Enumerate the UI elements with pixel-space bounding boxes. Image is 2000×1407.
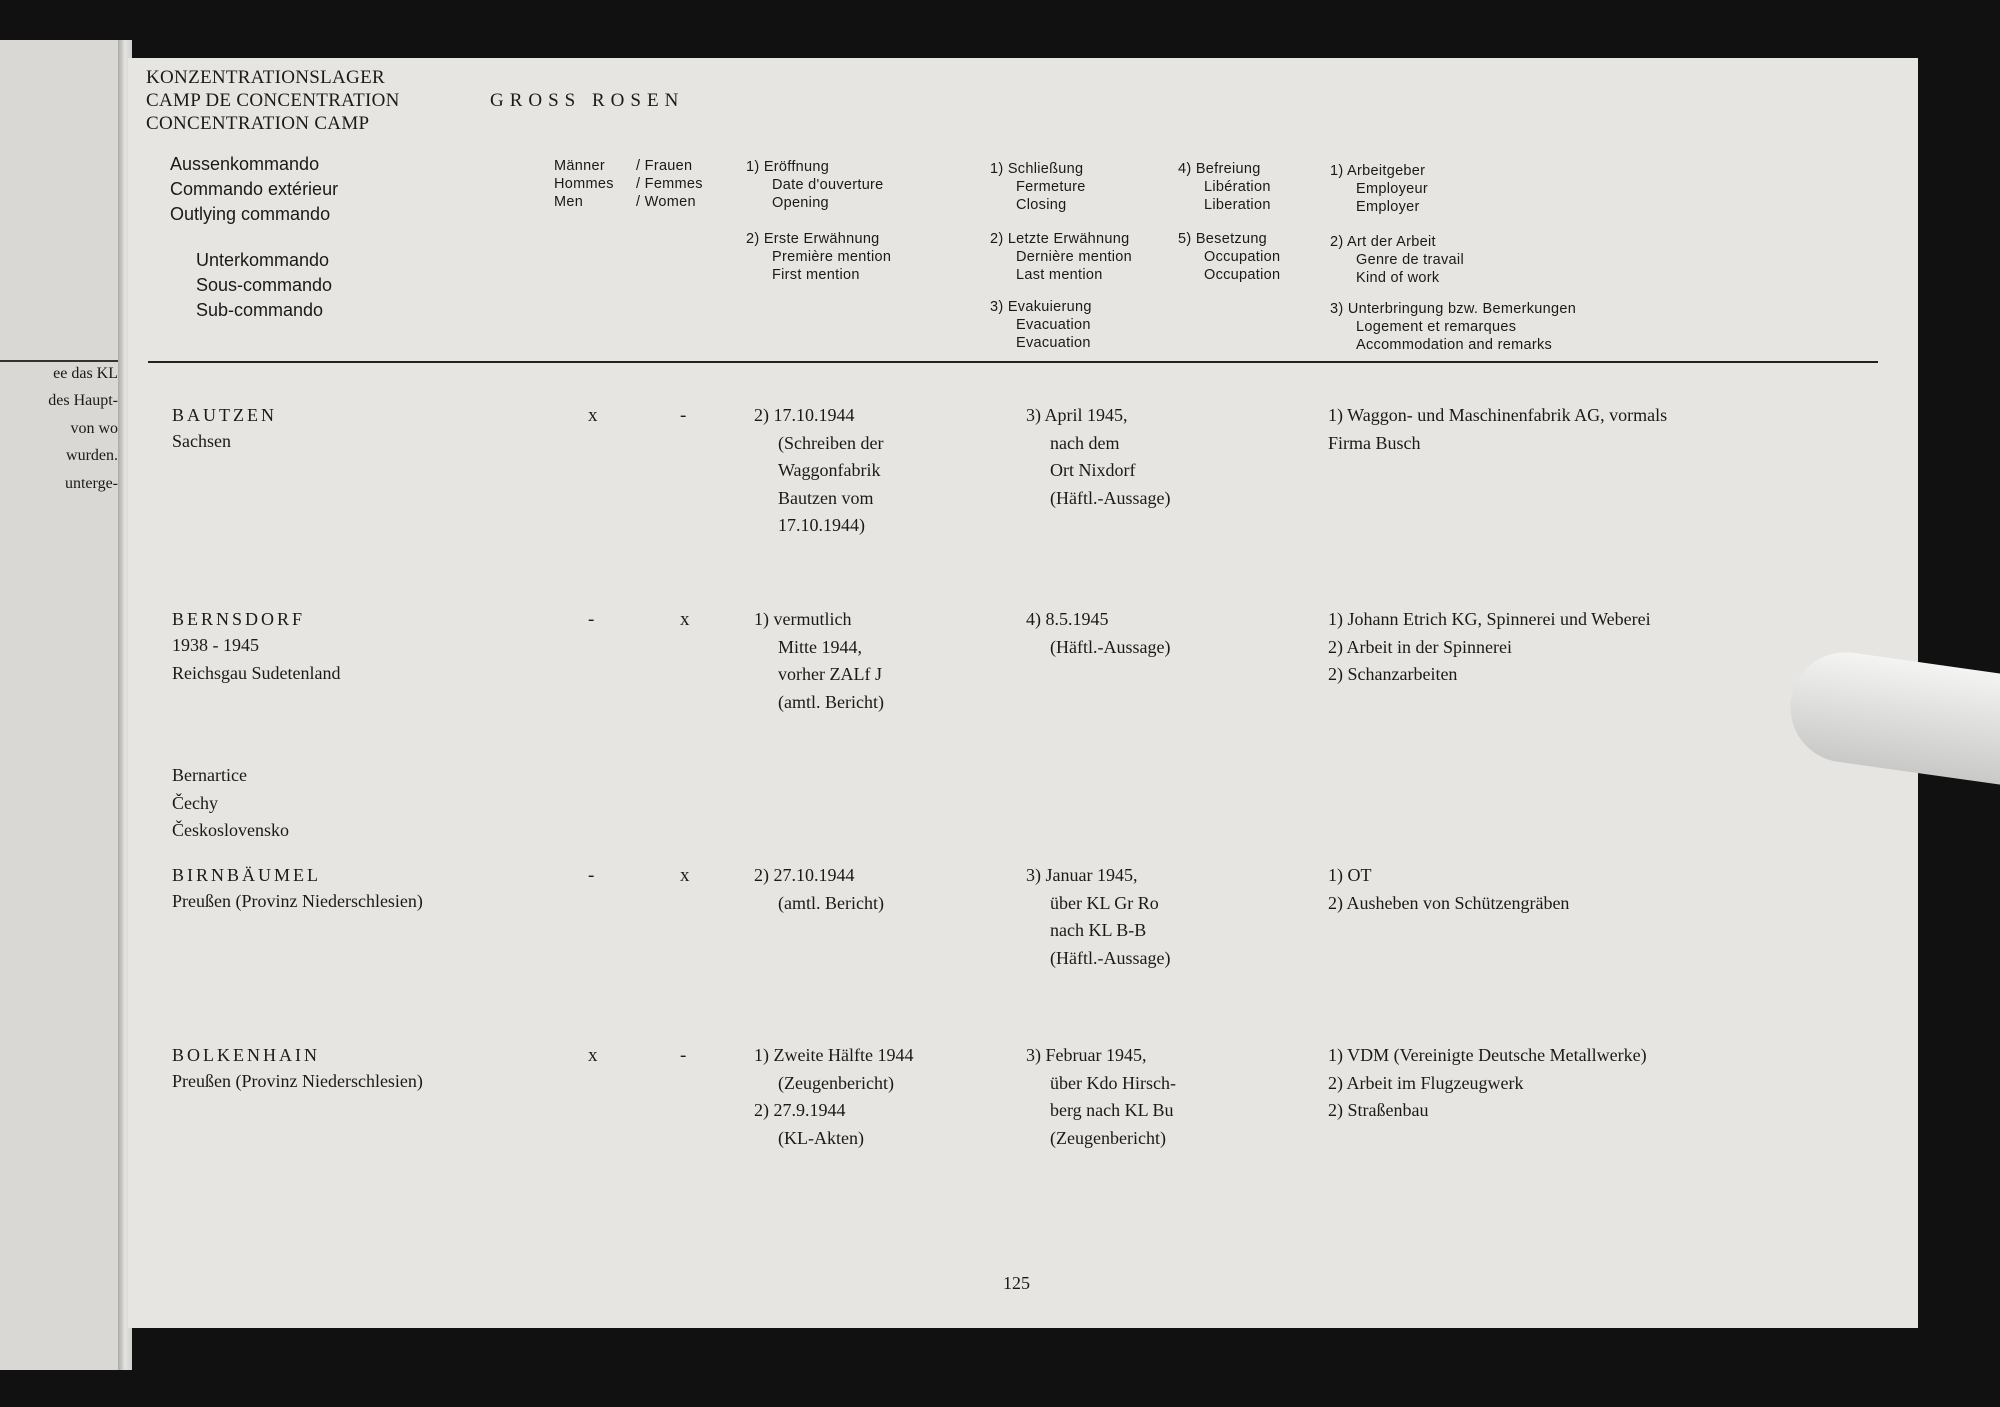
entry-location-line: 1938 - 1945 <box>172 635 259 655</box>
entry-closing-dates <box>1026 402 1170 512</box>
women-mark: x <box>680 865 690 886</box>
camp-name: GROSS ROSEN <box>490 90 685 111</box>
entry-work-line: 1) Waggon- und Maschinenfabrik AG, vormals <box>1328 405 1668 425</box>
entry-opening-line: (Schreiben der <box>778 432 884 453</box>
women-en: / Women <box>636 194 696 210</box>
last-mention-en: Last mention <box>1016 267 1103 283</box>
entry-closing-line: nach dem <box>1050 432 1120 453</box>
occupation-header <box>1178 230 1280 284</box>
unterkommando-en: Sub-commando <box>196 300 324 320</box>
entry-work-line: 2) Schanzarbeiten <box>1328 664 1458 684</box>
entry-work-line: Firma Busch <box>1328 432 1421 453</box>
closing-de: 1) Schließung <box>990 161 1084 177</box>
entry-opening-dates <box>754 862 884 917</box>
entry-sub-location-line: Československo <box>172 820 289 840</box>
liberation-fr: Libération <box>1204 179 1271 195</box>
employer-en: Employer <box>1356 199 1420 215</box>
entry-opening-line: (amtl. Bericht) <box>778 892 884 913</box>
accommodation-fr: Logement et remarques <box>1356 319 1517 335</box>
entry-closing-line: berg nach KL Bu <box>1050 1100 1174 1120</box>
closing-fr: Fermeture <box>1016 179 1086 195</box>
entry-closing-line: 3) Januar 1945, <box>1026 865 1138 885</box>
first-mention-header <box>746 230 891 284</box>
entry-closing-dates <box>1026 606 1170 661</box>
liberation-header <box>1178 160 1271 214</box>
women-mark: x <box>680 609 690 630</box>
entry-work <box>1328 862 1569 917</box>
entry-location-line: Sachsen <box>172 431 231 451</box>
last-mention-de: 2) Letzte Erwähnung <box>990 231 1130 247</box>
left-page-text-line: unterge- <box>64 475 118 492</box>
entry-opening-line: vorher ZALf J <box>778 664 882 684</box>
entry-opening-line: 2) 27.9.1944 <box>754 1100 846 1120</box>
men-mark: - <box>588 865 595 886</box>
entry-name: BERNSDORF <box>172 609 306 629</box>
entry-opening-line: Waggonfabrik <box>778 460 881 480</box>
first-mention-de: 2) Erste Erwähnung <box>746 231 880 247</box>
entry-closing-line: 4) 8.5.1945 <box>1026 609 1109 629</box>
camp-label <box>146 66 400 135</box>
women-fr: / Femmes <box>636 176 703 192</box>
entry-name: BOLKENHAIN <box>172 1045 320 1065</box>
entry-location-line: Preußen (Provinz Niederschlesien) <box>172 891 423 911</box>
entry-location <box>172 1068 423 1096</box>
employer-header <box>1330 162 1428 216</box>
entry-opening-line: Bautzen vom <box>778 487 874 508</box>
employer-fr: Employeur <box>1356 181 1429 197</box>
occupation-fr: Occupation <box>1204 249 1281 265</box>
entry-closing-dates <box>1026 1042 1176 1152</box>
header-rule <box>148 361 1878 363</box>
entry-location-line: Preußen (Provinz Niederschlesien) <box>172 1071 423 1091</box>
entry-closing-line: über Kdo Hirsch- <box>1050 1072 1176 1093</box>
women-mark: - <box>680 405 687 426</box>
evacuation-en: Evacuation <box>1016 335 1091 351</box>
entry-opening-line: 2) 27.10.1944 <box>754 865 855 885</box>
left-page-rule <box>0 360 118 362</box>
aussenkommando-en: Outlying commando <box>170 204 331 224</box>
work-header <box>1330 233 1464 287</box>
entry-work-line: 2) Straßenbau <box>1328 1100 1429 1120</box>
entry-work-line: 2) Ausheben von Schützengräben <box>1328 892 1570 913</box>
men-en: Men <box>554 194 584 210</box>
entry-opening-line: (Zeugenbericht) <box>778 1072 894 1093</box>
entry-opening-dates <box>754 402 883 540</box>
men-mark: x <box>588 1045 598 1066</box>
entry-work <box>1328 606 1651 689</box>
entry-work <box>1328 402 1667 457</box>
entry-opening-line: 2) 17.10.1944 <box>754 405 855 425</box>
last-mention-fr: Dernière mention <box>1016 249 1133 265</box>
entry-work <box>1328 1042 1647 1125</box>
entry-sub-location-line: Čechy <box>172 792 218 813</box>
occupation-de: 5) Besetzung <box>1178 231 1268 247</box>
entry-location <box>172 428 231 456</box>
entry-work-line: 2) Arbeit in der Spinnerei <box>1328 636 1512 657</box>
camp-label-fr: CAMP DE CONCENTRATION <box>146 90 400 111</box>
aussenkommando-fr: Commando extérieur <box>170 179 339 199</box>
entry-name: BIRNBÄUMEL <box>172 865 322 885</box>
camp-label-de: KONZENTRATIONSLAGER <box>146 67 385 88</box>
entry-sub-location-line: Bernartice <box>172 765 247 785</box>
occupation-en: Occupation <box>1204 267 1281 283</box>
left-page-text-line: ee das KL <box>53 365 118 382</box>
camp-label-en: CONCENTRATION CAMP <box>146 113 370 134</box>
first-mention-en: First mention <box>772 267 860 283</box>
closing-en: Closing <box>1016 197 1067 213</box>
entry-closing-line: über KL Gr Ro <box>1050 892 1159 913</box>
last-mention-header <box>990 230 1132 284</box>
entry-opening-line: Mitte 1944, <box>778 636 862 657</box>
men-de: Männer <box>554 158 605 174</box>
entry-opening-line: 1) Zweite Hälfte 1944 <box>754 1045 914 1065</box>
work-fr: Genre de travail <box>1356 252 1464 268</box>
page-number: 125 <box>1003 1273 1030 1293</box>
entry-closing-line: 3) Februar 1945, <box>1026 1045 1147 1065</box>
entry-closing-line: Ort Nixdorf <box>1050 460 1136 480</box>
liberation-en: Liberation <box>1204 197 1271 213</box>
entry-opening-line: 1) vermutlich <box>754 609 852 629</box>
accommodation-header <box>1330 300 1576 354</box>
opening-de: 1) Eröffnung <box>746 159 830 175</box>
entry-work-line: 2) Arbeit im Flugzeugwerk <box>1328 1072 1524 1093</box>
left-page-text-line: von wo <box>70 420 118 437</box>
entry-closing-line: (Häftl.-Aussage) <box>1050 487 1171 508</box>
men-header <box>554 157 614 211</box>
closing-header <box>990 160 1086 214</box>
entry-sub-location <box>172 762 289 845</box>
entry-closing-line: (Häftl.-Aussage) <box>1050 636 1171 657</box>
women-de: / Frauen <box>636 158 693 174</box>
evacuation-de: 3) Evakuierung <box>990 299 1092 315</box>
men-mark: - <box>588 609 595 630</box>
unterkommando-header <box>196 248 332 323</box>
opening-fr: Date d'ouverture <box>772 177 884 193</box>
aussenkommando-de: Aussenkommando <box>170 154 320 174</box>
employer-de: 1) Arbeitgeber <box>1330 163 1426 179</box>
entry-name: BAUTZEN <box>172 405 277 425</box>
evacuation-header <box>990 298 1092 352</box>
entry-closing-line: nach KL B-B <box>1050 920 1147 940</box>
unterkommando-de: Unterkommando <box>196 250 330 270</box>
entry-work-line: 1) OT <box>1328 865 1372 885</box>
men-mark: x <box>588 405 598 426</box>
work-de: 2) Art der Arbeit <box>1330 234 1436 250</box>
women-mark: - <box>680 1045 687 1066</box>
entry-opening-dates <box>754 606 884 716</box>
entry-location <box>172 632 340 687</box>
liberation-de: 4) Befreiung <box>1178 161 1261 177</box>
entry-closing-line: 3) April 1945, <box>1026 405 1128 425</box>
left-page-edge <box>0 40 128 1370</box>
left-page-text-line: des Haupt- <box>48 392 118 409</box>
entry-closing-dates <box>1026 862 1170 972</box>
men-fr: Hommes <box>554 176 614 192</box>
entry-work-line: 1) VDM (Vereinigte Deutsche Metallwerke) <box>1328 1045 1647 1065</box>
entry-closing-line: (Häftl.-Aussage) <box>1050 947 1171 968</box>
evacuation-fr: Evacuation <box>1016 317 1091 333</box>
entry-opening-line: (KL-Akten) <box>778 1127 864 1148</box>
entry-opening-line: (amtl. Bericht) <box>778 691 884 712</box>
opening-header <box>746 158 884 212</box>
accommodation-en: Accommodation and remarks <box>1356 337 1553 353</box>
opening-en: Opening <box>772 195 829 211</box>
accommodation-de: 3) Unterbringung bzw. Bemerkungen <box>1330 301 1577 317</box>
entry-closing-line: (Zeugenbericht) <box>1050 1127 1166 1148</box>
entry-opening-dates <box>754 1042 913 1152</box>
entry-location-line: Reichsgau Sudetenland <box>172 662 341 683</box>
entry-work-line: 1) Johann Etrich KG, Spinnerei und Weberei <box>1328 609 1651 629</box>
aussenkommando-header <box>170 152 338 227</box>
first-mention-fr: Première mention <box>772 249 892 265</box>
entry-location <box>172 888 423 916</box>
left-page-text-line: wurden. <box>66 447 118 464</box>
unterkommando-fr: Sous-commando <box>196 275 333 295</box>
work-en: Kind of work <box>1356 270 1440 286</box>
entry-opening-line: 17.10.1944) <box>778 515 865 535</box>
document-page <box>128 58 1918 1328</box>
women-header <box>636 157 703 211</box>
